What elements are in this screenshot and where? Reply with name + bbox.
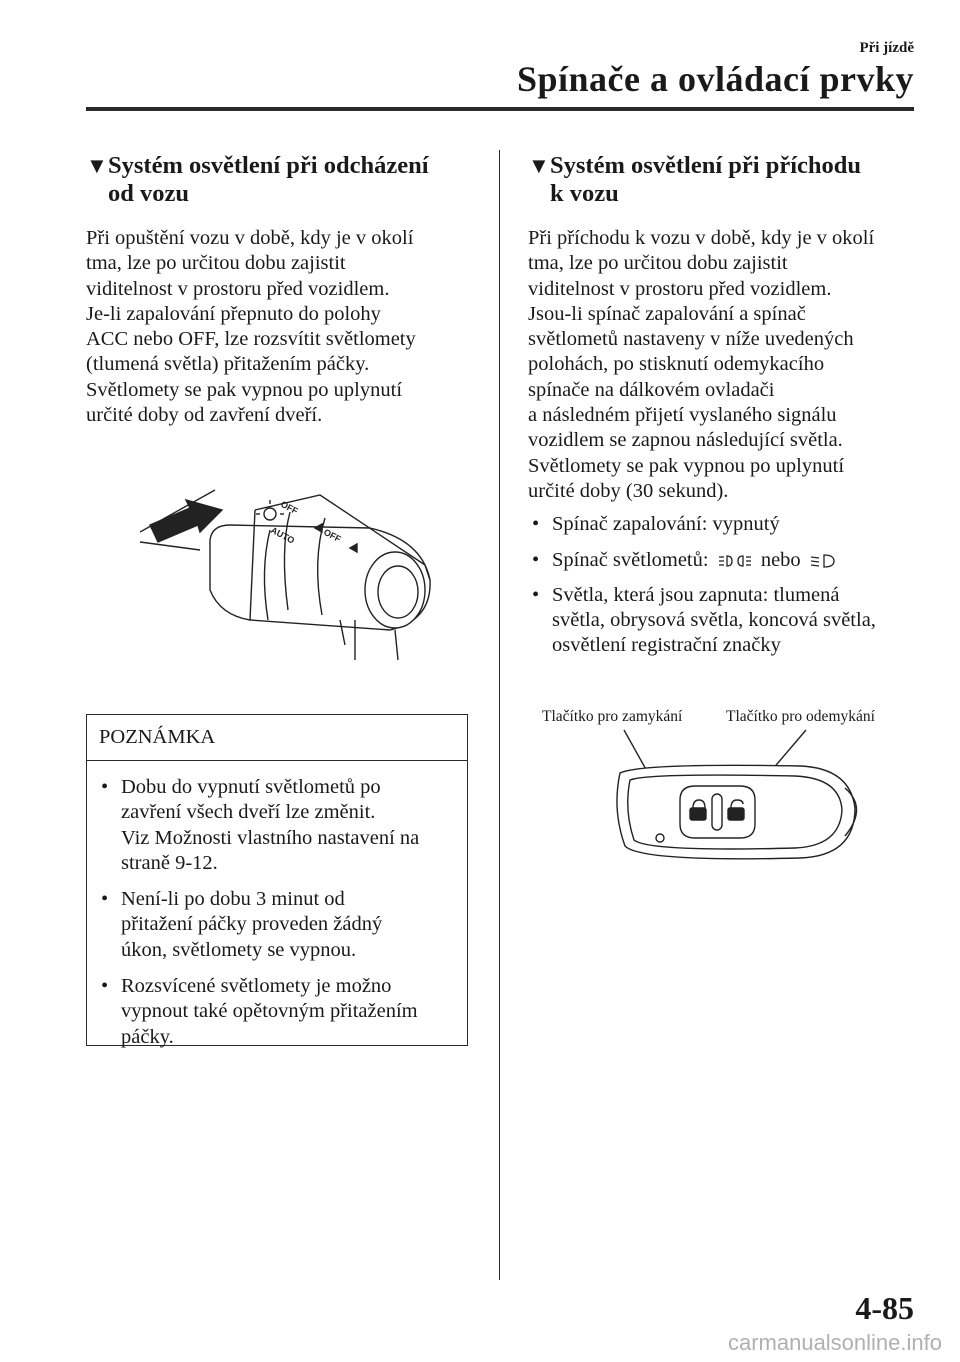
- list-item: • Světla, která jsou zapnuta: tlumená světla, obrysová světla, koncová světla, osvětlení registrační značky: [532, 583, 876, 657]
- callout-lock-button: Tlačítko pro zamykání: [542, 708, 683, 725]
- right-paragraph: Při příchodu k vozu v době, kdy je v okolí tma, lze po určitou dobu zajistit viditelnost v prostoru před vozidlem. Jsou-li spínač zapalování a spínač světlometů nastaveny v níže uvedených polohách, po stisknutí odemykacího spínače na dálkovém ovladači a následném přijetí vyslaného signálu vozidlem se zapnou následující světla. Světlomety se pak vypnou po uplynutí určité doby (30 sekund).: [528, 227, 875, 502]
- triangle-marker-icon: ▼: [86, 153, 108, 178]
- left-paragraph: Při opuštění vozu v době, kdy je v okolí tma, lze po určitou dobu zajistit viditelnost v prostoru před vozidlem. Je-li zapalování přepnuto do polohy ACC nebo OFF, lze rozsvítit světlomety (tlumená světla) přitažením páčky. Světlomety se pak vypnou po uplynutí určité doby od zavření dveří.: [86, 227, 416, 427]
- bullet-icon: •: [532, 583, 540, 606]
- note-item: • Není-li po dobu 3 minut od přitažení páčky proveden žádný úkon, světlomety se vypnou.: [101, 888, 383, 961]
- right-heading-text: Systém osvětlení při příchodu k vozu: [550, 152, 862, 207]
- smart-key-illustration: [600, 728, 870, 868]
- right-section-heading: [528, 152, 920, 208]
- bullet-icon: •: [101, 776, 109, 798]
- note-list: [87, 761, 467, 1050]
- right-column: [528, 152, 920, 669]
- headlight-lever-illustration: [140, 470, 440, 670]
- callout-unlock-button: Tlačítko pro odemykání: [726, 708, 875, 725]
- header-section-label: Při jízdě: [859, 40, 914, 56]
- watermark: carmanualsonline.info: [727, 1330, 942, 1355]
- bullet-icon: •: [532, 548, 540, 571]
- page-title: Spínače a ovládací prvky: [516, 59, 914, 99]
- note-item: • Dobu do vypnutí světlometů po zavření všech dveří lze změnit. Viz Možnosti vlastního nastavení na straně 9-12.: [101, 776, 420, 874]
- bullet-icon: •: [101, 888, 109, 911]
- left-heading-text: Systém osvětlení při odcházení od vozu: [108, 152, 429, 207]
- lever-label-off-2: OFF: [322, 526, 343, 545]
- left-column: [86, 152, 466, 428]
- triangle-marker-icon: ▼: [528, 153, 550, 178]
- list-item: • Spínač zapalování: vypnutý: [528, 512, 920, 537]
- note-title: POZNÁMKA: [87, 715, 467, 761]
- column-divider: [499, 150, 500, 1280]
- page-number: 4-85: [855, 1290, 914, 1326]
- left-section-heading: [86, 152, 466, 208]
- header-rule: [86, 107, 914, 111]
- parking-lights-icon: [718, 553, 752, 569]
- conditions-list: [528, 512, 920, 658]
- note-item: • Rozsvícené světlomety je možno vypnout také opětovným přitažením páčky.: [101, 975, 418, 1048]
- bullet-icon: •: [101, 975, 109, 998]
- list-item: • Spínač světlometů: nebo: [528, 548, 920, 573]
- lever-label-auto: AUTO: [269, 524, 297, 546]
- low-beam-icon: [810, 553, 836, 569]
- note-box: [86, 714, 468, 1046]
- lever-label-off-1: OFF: [279, 498, 300, 517]
- bullet-icon: •: [532, 513, 540, 536]
